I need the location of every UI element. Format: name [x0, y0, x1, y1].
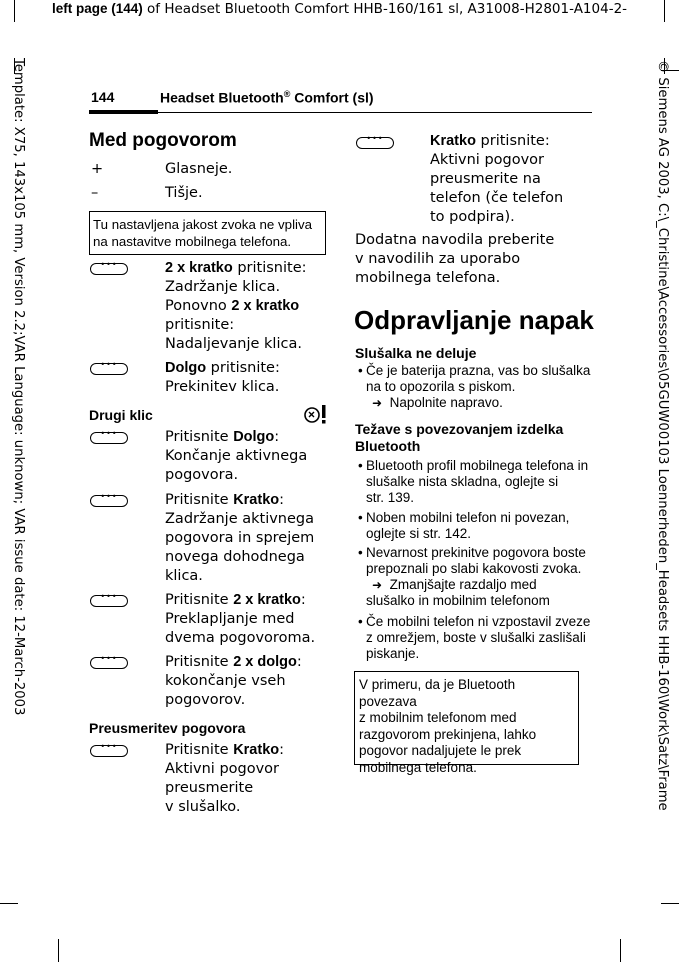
- crop-mark: [620, 939, 621, 962]
- bullet: •: [358, 510, 363, 525]
- crop-mark: [661, 903, 679, 904]
- crop-mark: [58, 939, 59, 962]
- instruction-long-press: Dolgo pritisnite: Prekinitev klica.: [165, 360, 280, 395]
- instruction-swap-calls: Pritisnite 2 x kratko: Preklapljanje med dvema pogovoroma.: [165, 592, 316, 646]
- note-box-volume: Tu nastavljena jakost zvoka ne vpliva na nastavitve mobilnega telefona.: [89, 211, 326, 255]
- instruction-transfer-to-phone: Kratko pritisnite: Aktivni pogovor preusmerite na telefon (če telefon to podpira).: [430, 133, 564, 225]
- section-title-med-pogovorom: Med pogovorom: [89, 130, 237, 151]
- volume-up-text: Glasneje.: [165, 161, 233, 177]
- arrow-icon: ➜: [372, 578, 383, 592]
- key-icon: [90, 363, 128, 375]
- network-service-icon: [303, 403, 329, 425]
- header-rule-thick: [89, 110, 158, 114]
- instruction-hold-accept: Pritisnite Kratko: Zadržanje aktivnega pogovora in sprejem novega dohodnega klica.: [165, 492, 315, 584]
- copyright-path-vertical: © Siemens AG 2003, C:\_Christine\Accessories\05GUW00103 Loennerheden_Headsets HHB-160\Work\Satz\Frame: [655, 60, 670, 811]
- plus-symbol: +: [91, 161, 104, 177]
- key-icon: [90, 595, 128, 607]
- bullet: •: [358, 458, 363, 473]
- bullet-call-interruption: Nevarnost prekinitve pogovora boste prepoznali po slabi kakovosti zvoka. ➜ Zmanjšajte razdaljo med slušalko in mobilnim telefonom: [366, 545, 586, 608]
- print-header-prefix: left page (144): [51, 1, 143, 16]
- page-number: 144: [91, 89, 115, 105]
- instruction-double-short: 2 x kratko pritisnite: Zadržanje klica. Ponovno 2 x kratko pritisnite: Nadaljevanje klica.: [165, 260, 307, 352]
- bullet-battery: Če je baterija prazna, vas bo slušalka na to opozorila s piskom. ➜ Napolnite napravo.: [366, 363, 591, 410]
- template-info-vertical: Template: X75, 143x105 mm, Version 2.2;VAR Language: unknown; VAR issue date: 12-March-2003: [11, 58, 26, 716]
- key-icon: [356, 137, 394, 149]
- minus-symbol: –: [91, 185, 99, 201]
- key-icon: [90, 495, 128, 507]
- subsection-drugi-klic: Drugi klic: [89, 407, 153, 423]
- print-header-text: of Headset Bluetooth Comfort HHB-160/161 sl, A31008-H2801-A104-2-: [142, 1, 628, 17]
- instruction-end-all: Pritisnite 2 x dolgo: kokončanje vseh pogovorov.: [165, 654, 302, 708]
- bullet-no-phone-connected: Noben mobilni telefon ni povezan, oglejte si str. 142.: [366, 510, 570, 541]
- bullet: •: [358, 614, 363, 629]
- note-box-bluetooth-interruption: V primeru, da je Bluetooth povezava z mobilnim telefonom med razgovorom prekinjena, lahko pogovor nadaljujete le prek mobilnega telefona.: [354, 671, 579, 765]
- instruction-transfer-to-headset: Pritisnite Kratko: Aktivni pogovor preusmerite v slušalko.: [165, 742, 285, 815]
- section-title-troubleshooting: Odpravljanje napak: [354, 305, 594, 335]
- bullet-profile-mismatch: Bluetooth profil mobilnega telefona in slušalke nista skladna, oglejte si str. 139.: [366, 458, 589, 505]
- subsection-preusmeritev: Preusmeritev pogovora: [89, 720, 246, 736]
- extra-instructions-paragraph: Dodatna navodila preberite v navodilih za uporabo mobilnega telefona.: [355, 232, 555, 286]
- instruction-end-active: Pritisnite Dolgo: Končanje aktivnega pogovora.: [165, 429, 308, 483]
- key-icon: [90, 745, 128, 757]
- arrow-icon: ➜: [372, 396, 383, 410]
- header-rule: [158, 112, 592, 113]
- page-title: Headset Bluetooth® Comfort (sl): [160, 89, 374, 106]
- print-header: [0, 0, 679, 18]
- bullet: •: [358, 363, 363, 378]
- volume-down-text: Tišje.: [165, 185, 203, 201]
- crop-mark: [0, 903, 18, 904]
- subsection-headset-not-working: Slušalka ne deluje: [355, 345, 477, 361]
- key-icon: [90, 657, 128, 669]
- bullet-no-network: Če mobilni telefon ni vzpostavil zveze z omrežjem, boste v slušalki zaslišali piskanje.: [366, 614, 591, 661]
- crop-mark: [14, 0, 15, 22]
- subsection-connection-problems: Težave s povezovanjem izdelka Bluetooth: [355, 421, 564, 454]
- key-icon: [90, 263, 128, 275]
- crop-mark: [664, 0, 665, 22]
- bullet: •: [358, 545, 363, 560]
- key-icon: [90, 432, 128, 444]
